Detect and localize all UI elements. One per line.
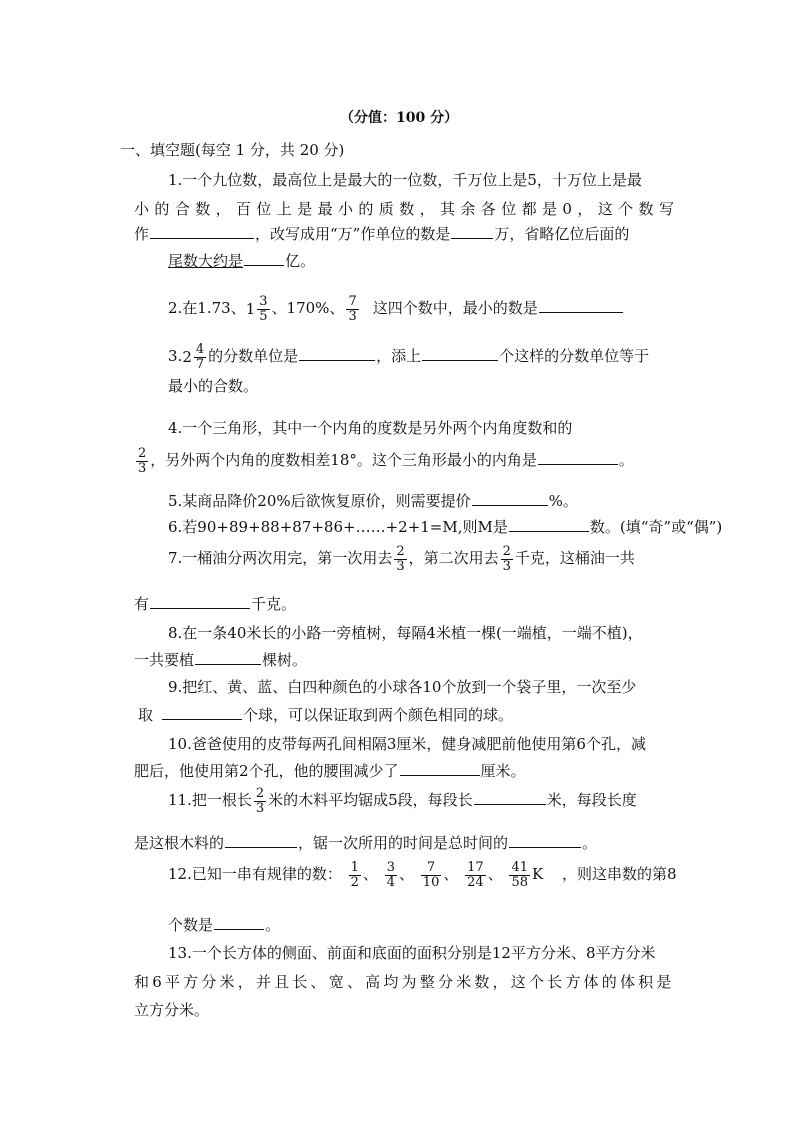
q2-frac-den: 3 <box>348 308 357 324</box>
q12-fraction <box>349 861 361 890</box>
q12-separator: 、 <box>487 865 503 883</box>
q1-line-4 <box>168 250 315 271</box>
q12-separator: 、 <box>443 865 459 883</box>
q11-fraction <box>254 787 266 816</box>
q2-text: 2.在1.73、 <box>168 299 246 317</box>
q9-answer-blank[interactable] <box>162 704 242 720</box>
q1-text: 亿。 <box>285 252 316 270</box>
q12-frac-num: 41 <box>511 859 529 875</box>
q5-text: 5.某商品降价20%后欲恢复原价，则需要提价 <box>168 492 471 510</box>
q11-answer-blank-1[interactable] <box>474 789 546 805</box>
q12-line-1 <box>168 854 677 894</box>
score-heading: （分值：100 分） <box>340 110 459 126</box>
q12-fraction <box>421 861 442 890</box>
section-title: 一、填空题(每空 1 分，共 20 分) <box>120 141 345 159</box>
q1-text: ，改写成用“万”作单位的数是 <box>255 225 451 243</box>
q5-answer-blank[interactable] <box>472 490 548 506</box>
q12-frac-den: 4 <box>386 874 395 890</box>
q7-text: 千克。 <box>251 595 297 613</box>
q12-fraction <box>509 861 530 890</box>
q8-text: 棵树。 <box>262 651 308 669</box>
q2-fraction <box>346 295 358 324</box>
q1-answer-blank-3[interactable] <box>244 250 284 266</box>
q1-text: 作 <box>134 225 150 243</box>
q10-text: 厘米。 <box>480 762 526 780</box>
q12-text: 个数是 <box>168 916 214 934</box>
q7-text: 有 <box>134 595 150 613</box>
q7-frac2-den: 3 <box>502 558 511 574</box>
q7-frac1-num: 2 <box>396 543 405 559</box>
q2-mixed-number <box>246 289 272 329</box>
q12-frac-den: 58 <box>511 874 529 890</box>
q9-line-1: 9.把红、黄、蓝、白四种颜色的小球各10个放到一个袋子里，一次至少 <box>168 678 637 696</box>
q9-text: 个球，可以保证取到两个颜色相同的球。 <box>243 706 514 724</box>
q12-frac-num: 17 <box>467 859 484 875</box>
q9-text: 取 <box>138 706 154 724</box>
q3-text: 的分数单位是 <box>208 347 299 365</box>
q3-text: ，添上 <box>376 347 422 365</box>
q3-answer-blank-1[interactable] <box>299 345 375 361</box>
q7-line-2 <box>134 593 296 614</box>
q13-line-3: 立方分米。 <box>134 1001 210 1019</box>
q10-text: 肥后，他使用第2个孔，他的腰围减少了 <box>134 762 399 780</box>
q3-mixed-whole: 2 <box>182 348 192 366</box>
q12-frac-num: 3 <box>386 859 395 875</box>
q11-answer-blank-3[interactable] <box>509 832 581 848</box>
q7-text: 7.一桶油分两次用完，第一次用去 <box>168 549 393 567</box>
q3-line-2: 最小的合数。 <box>168 377 259 395</box>
q12-fraction <box>385 861 397 890</box>
q3-mixed-num: 4 <box>195 341 205 357</box>
q6-line <box>168 516 722 537</box>
q7-line-1 <box>168 538 635 578</box>
q2-mixed-num: 3 <box>259 293 268 309</box>
q4-fraction <box>136 447 148 476</box>
q8-line-2 <box>134 649 307 670</box>
q1-line-2: 小的合数，百位上是最小的质数，其余各位都是0，这个数写 <box>134 200 680 218</box>
q3-line-1 <box>168 336 649 377</box>
q5-line <box>168 490 578 511</box>
q4-frac-den: 3 <box>138 460 147 476</box>
q3-answer-blank-2[interactable] <box>422 345 498 361</box>
q12-text: ，则这串数的第8 <box>562 865 677 883</box>
q12-separator: 、 <box>399 865 415 883</box>
q11-text: 米的木料平均锯成5段，每段长 <box>268 791 473 809</box>
q11-text: ，锯一次所用的时间是总时间的 <box>298 834 509 852</box>
q6-answer-blank[interactable] <box>509 516 589 532</box>
q4-answer-blank[interactable] <box>538 449 618 465</box>
q11-answer-blank-2[interactable] <box>225 832 297 848</box>
q12-fraction <box>465 861 486 890</box>
q2-frac-num: 7 <box>348 293 357 309</box>
q12-k-label: K <box>532 865 544 883</box>
q12-line-2 <box>168 914 280 935</box>
q3-number: 3. <box>168 347 183 365</box>
q1-line-3 <box>134 223 629 244</box>
q11-frac-den: 3 <box>255 800 265 816</box>
q13-line-1: 13.一个长方体的侧面、前面和底面的面积分别是12平方分米、8平方分米 <box>168 944 656 962</box>
q1-text: 尾数大约是 <box>168 252 244 270</box>
q10-line-2 <box>134 760 526 781</box>
q11-text: 11.把一根长 <box>168 791 252 809</box>
q6-text: 6.若90+89+88+87+86+……+2+1=M,则M是 <box>168 518 508 536</box>
q12-frac-num: 7 <box>426 859 436 875</box>
q12-frac-num: 1 <box>350 859 359 875</box>
q11-text: 米，每段长度 <box>546 791 637 809</box>
q11-line-2 <box>134 832 597 853</box>
q4-line-2 <box>134 440 634 480</box>
q11-text: 是这根木料的 <box>134 834 225 852</box>
q12-frac-den: 24 <box>467 874 484 890</box>
q12-text: 。 <box>265 916 281 934</box>
q2-line <box>168 288 624 329</box>
q8-text: 一共要植 <box>134 651 195 669</box>
q7-frac1-den: 3 <box>396 558 405 574</box>
q13-line-2: 和6平方分米，并且长、宽、高均为整分米数，这个长方体的体积是 <box>134 973 675 991</box>
q2-mixed-whole: 1 <box>245 300 256 318</box>
q1-text: 万，省略亿位后面的 <box>494 225 630 243</box>
q7-text: ，第二次用去 <box>408 549 499 567</box>
q12-answer-blank[interactable] <box>214 914 264 930</box>
q1-line-1: 1.一个九位数，最高位上是最大的一位数，千万位上是5，十万位上是最 <box>168 171 642 189</box>
q7-answer-blank[interactable] <box>150 593 250 609</box>
q12-frac-den: 10 <box>422 874 440 890</box>
q8-answer-blank[interactable] <box>195 649 261 665</box>
q7-text: 千克，这桶油一共 <box>514 549 635 567</box>
q2-answer-blank[interactable] <box>539 297 623 313</box>
q6-text: 数。(填“奇”或“偶”) <box>589 518 723 536</box>
q8-line-1: 8.在一条40米长的小路一旁植树，每隔4米植一棵(一端植，一端不植)， <box>168 624 643 642</box>
q9-line-2 <box>138 704 513 725</box>
q3-mixed-number <box>182 337 208 377</box>
q12-separator: 、 <box>362 865 378 883</box>
q11-frac-num: 2 <box>255 785 265 801</box>
q4-frac-num: 2 <box>138 445 147 461</box>
q2-text: 、170%、 <box>271 299 345 317</box>
q4-line-1: 4.一个三角形，其中一个内角的度数是另外两个内角度数和的 <box>168 419 573 437</box>
q1-answer-blank-1[interactable] <box>150 223 254 239</box>
q2-text: 这四个数中，最小的数是 <box>372 299 538 317</box>
q10-line-1: 10.爸爸使用的皮带每两孔间相隔3厘米，健身减肥前他使用第6个孔，减 <box>168 735 646 753</box>
q11-text: 。 <box>582 834 598 852</box>
q3-mixed-den: 7 <box>195 356 205 372</box>
q7-fraction-2 <box>501 545 513 574</box>
q12-frac-den: 2 <box>350 874 359 890</box>
q5-text: %。 <box>548 492 578 510</box>
q12-text: 12.已知一串有规律的数： <box>168 865 342 883</box>
q7-frac2-num: 2 <box>502 543 511 559</box>
q1-answer-blank-2[interactable] <box>451 223 493 239</box>
q4-text: ，另外两个内角的度数相差18°。这个三角形最小的内角是 <box>150 451 537 469</box>
q7-fraction-1 <box>394 545 406 574</box>
q11-line-1 <box>168 780 637 820</box>
q2-mixed-den: 5 <box>259 308 268 324</box>
q4-text: 。 <box>618 451 634 469</box>
q3-text: 个这样的分数单位等于 <box>499 347 650 365</box>
q10-answer-blank[interactable] <box>400 760 480 776</box>
